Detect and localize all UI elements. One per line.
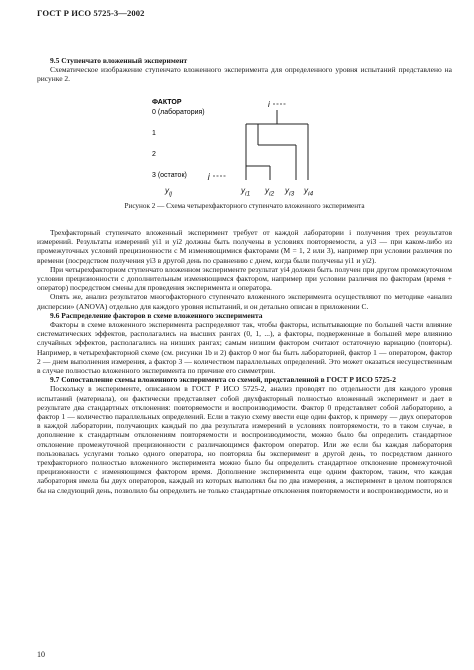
y4-label — [304, 186, 313, 198]
level-0-label: 0 (лаборатория) — [152, 109, 205, 116]
y3-label — [285, 186, 294, 198]
factor-label: ФАКТОР — [152, 99, 182, 106]
y1-subscript: i1 — [245, 190, 251, 198]
nested-design-diagram — [0, 0, 474, 180]
y2-label — [265, 186, 274, 198]
y4-subscript: i4 — [308, 190, 314, 198]
section-9-6-heading: 9.6 Распределение факторов в схеме вложенного эксперимента — [50, 310, 263, 320]
page-header: ГОСТ Р ИСО 5725-3—2002 — [37, 8, 145, 18]
y1-label — [241, 186, 250, 198]
i-label: i — [268, 100, 270, 109]
yij-symbol: y — [165, 186, 169, 195]
figure-caption: Рисунок 2 — Схема четырехфакторного ступенчато вложенного эксперимента — [124, 202, 365, 210]
main-text — [37, 228, 452, 495]
y3-subscript: i3 — [289, 190, 295, 198]
tree-lines — [246, 110, 308, 180]
j-label: j — [208, 172, 210, 180]
section-9-7-heading: 9.7 Сопоставление схемы вложенного эксперимента со схемой, представленной в ГОСТ Р ИСО 5725-2 — [50, 375, 397, 385]
paragraph-2: При четырехфакторном ступенчато вложенном эксперименте результат yi4 должен быть получен при другом промежуточном условии прецизионности с дополнительным изменяющимся фактором, например при условии различия по факторам (время + оператор) посредством смены для проведения эксперимента и оператора. — [37, 264, 452, 293]
y2-symbol: y — [265, 186, 269, 195]
paragraph-4: Факторы в схеме вложенного эксперимента распределяют так, чтобы факторы, испытывающие по большей части влияние систематических эффектов, располагались на высших рангах (0, 1, ...), а факторы, подверженные в большей мере влиянию случайных эффектов, располагались на низших рангах; самым низшим фактором считают остаточную вариацию (повторы). Например, в четырехфакторной схеме (см. рисунки 1b и 2) фактор 0 мог бы быть лабораторией, фактор 1 — оператором, фактор 2 — днем выполнения измерения, а фактор 3 — количеством параллельных определений. Это может оказаться несущественным в случае полностью вложенного эксперимента по причине его симметрии. — [37, 320, 452, 376]
yij-label — [165, 186, 172, 198]
paragraph-1: Трехфакторный ступенчато вложенный эксперимент требует от каждой лаборатории i получения трех результатов измерений. Результаты измерений yi1 и yi2 должны быть получены в условиях повторяемости, а yi3 — при каком-либо из промежуточных условий прецизионности с M изменяющимися факторами (M = 1, 2 или 3), например при условии различия по времени (посредством получения yi3 в другой день по сравнению с днем, когда были получены yi1 и yi2). — [37, 228, 452, 265]
y3-symbol: y — [285, 186, 289, 195]
paragraph: Схематическое изображение ступенчато вложенного эксперимента для определенного уровня испытаний представлено на рисунке 2. — [37, 65, 452, 84]
y4-symbol: y — [304, 186, 308, 195]
y1-symbol: y — [241, 186, 245, 195]
level-2-label: 2 — [152, 151, 156, 158]
section-heading: 9.5 Ступенчато вложенный эксперимент — [50, 56, 188, 65]
yij-subscript: ij — [169, 190, 172, 198]
paragraph-5: Поскольку в эксперименте, описанном в ГОСТ Р ИСО 5725-2, анализ проводят по отдельности для каждого уровня испытаний (материала), он фактически представляет собой двухфакторный полностью вложенный эксперимент и дает в результате два стандартных отклонения: повторяемости и воспроизводимости. Фактор 0 представляет собой лабораторию, а фактор 1 — количество параллельных определений. Если в такую схему ввести еще один фактор, к примеру — двух операторов в каждой лаборатории, получающих каждый по два результата измерений в условиях повторяемости, то в таком случае, в дополнение к стандартным отклонениям повторяемости и воспроизводимости, можно было бы определить стандартное отклонение промежуточной прецизионности с различающимся фактором оператор. Или же если бы каждая лаборатория пользовалась услугами только одного оператора, но повторяла бы эксперимент в другой день, то посредством данного трехфакторного полностью вложенного эксперимента можно было бы определить стандартное отклонение промежуточной прецизионности с изменяющимся фактором время. Дополнение эксперимента еще одним фактором, таким, что каждая лаборатория имела бы двух операторов, каждый из которых выполнял бы по два измерения, а эксперимент в целом повторялся бы на следующий день, позволило бы определить не только стандартные отклонения повторяемости и воспроизводимости, но и — [37, 384, 452, 495]
level-1-label: 1 — [152, 130, 156, 137]
paragraph-3: Опять же, анализ результатов многофакторного ступенчато вложенного эксперимента осуществляют по методике «анализ дисперсии» (ANOVA) отдельно для каждого уровня испытаний, и он детально описан в приложении C. — [37, 292, 452, 311]
level-3-label: 3 (остаток) — [152, 172, 187, 179]
page-number: 10 — [37, 650, 45, 659]
y2-subscript: i2 — [269, 190, 275, 198]
